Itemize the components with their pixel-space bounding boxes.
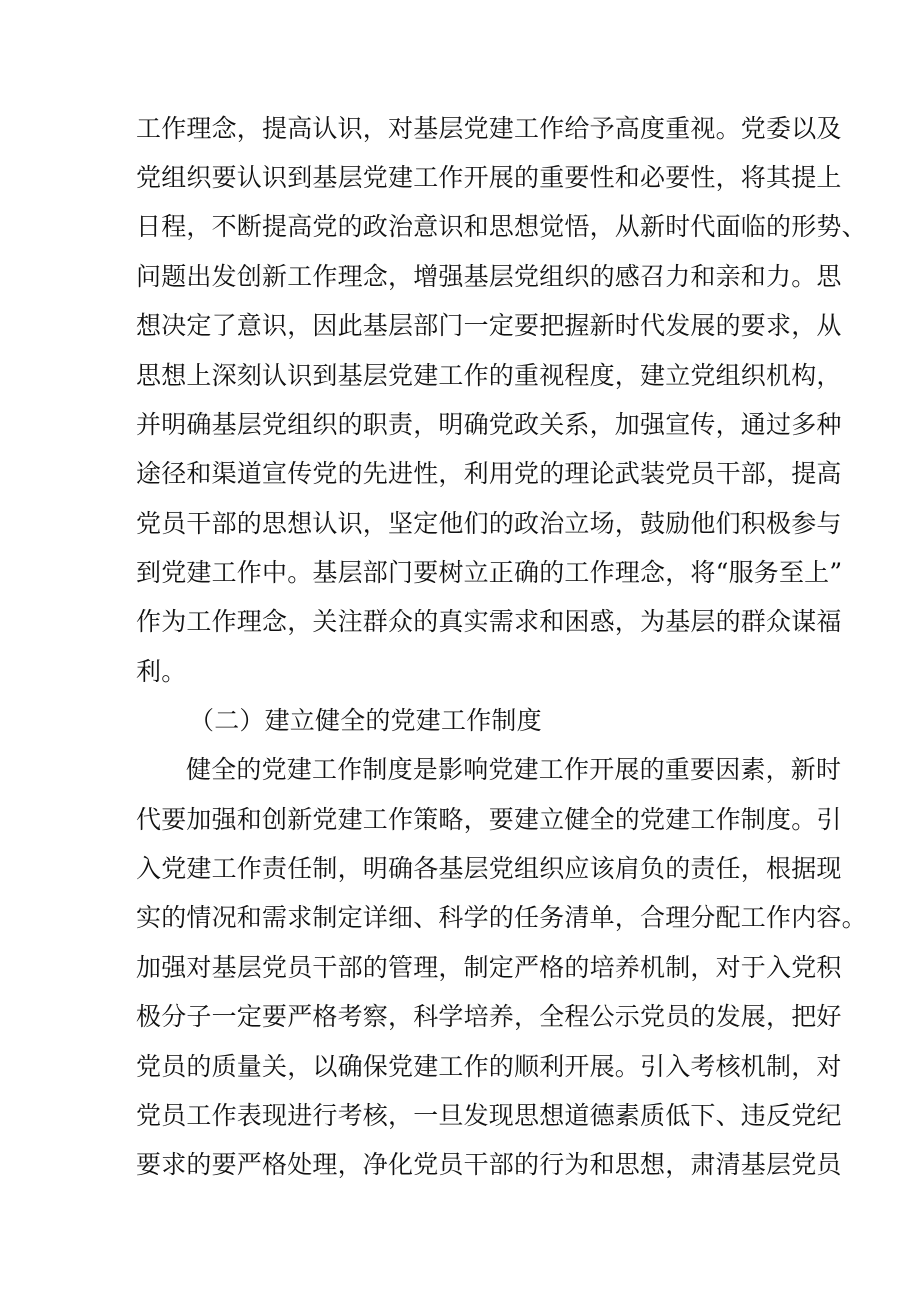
paragraph2-line-2: 代要加强和创新党建工作策略，要建立健全的党建工作制度。引	[136, 805, 842, 834]
paragraph2-line-6: 极分子一定要严格考察，科学培养，全程公示党员的发展，把好	[136, 1002, 842, 1031]
paragraph2-line-1: 健全的党建工作制度是影响党建工作开展的重要因素，新时	[186, 755, 842, 784]
paragraph2-line-8: 党员工作表现进行考核，一旦发现思想道德素质低下、违反党纪	[136, 1101, 842, 1130]
paragraph1-line-11: 作为工作理念，关注群众的真实需求和困惑，为基层的群众谋福	[136, 607, 842, 636]
section-heading: （二）建立健全的党建工作制度	[189, 706, 542, 735]
paragraph1-line-6: 思想上深刻认识到基层党建工作的重视程度，建立党组织机构，	[136, 361, 842, 390]
paragraph1-line-8: 途径和渠道宣传党的先进性，利用党的理论武装党员干部，提高	[136, 459, 842, 488]
paragraph2-line-7: 党员的质量关，以确保党建工作的顺利开展。引入考核机制，对	[136, 1052, 842, 1081]
paragraph1-line-12: 利。	[136, 657, 187, 686]
paragraph1-line-10: 到党建工作中。基层部门要树立正确的工作理念，将“服务至上”	[136, 558, 843, 587]
paragraph2-line-4: 实的情况和需求制定详细、科学的任务清单，合理分配工作内容。	[136, 903, 867, 932]
paragraph2-line-3: 入党建工作责任制，明确各基层党组织应该肩负的责任，根据现	[136, 854, 842, 883]
paragraph1-line-1: 工作理念，提高认识，对基层党建工作给予高度重视。党委以及	[136, 114, 842, 143]
paragraph1-line-2: 党组织要认识到基层党建工作开展的重要性和必要性，将其提上	[136, 163, 842, 192]
paragraph2-line-5: 加强对基层党员干部的管理，制定严格的培养机制，对于入党积	[136, 953, 842, 982]
paragraph1-line-5: 想决定了意识，因此基层部门一定要把握新时代发展的要求，从	[136, 311, 842, 340]
paragraph1-line-3: 日程，不断提高党的政治意识和思想觉悟，从新时代面临的形势、	[136, 212, 867, 241]
paragraph1-line-4: 问题出发创新工作理念，增强基层党组织的感召力和亲和力。思	[136, 262, 842, 291]
paragraph2-line-9: 要求的要严格处理，净化党员干部的行为和思想，肃清基层党员	[136, 1150, 842, 1179]
paragraph1-line-9: 党员干部的思想认识，坚定他们的政治立场，鼓励他们积极参与	[136, 509, 842, 538]
paragraph1-line-7: 并明确基层党组织的职责，明确党政关系，加强宣传，通过多种	[136, 410, 842, 439]
